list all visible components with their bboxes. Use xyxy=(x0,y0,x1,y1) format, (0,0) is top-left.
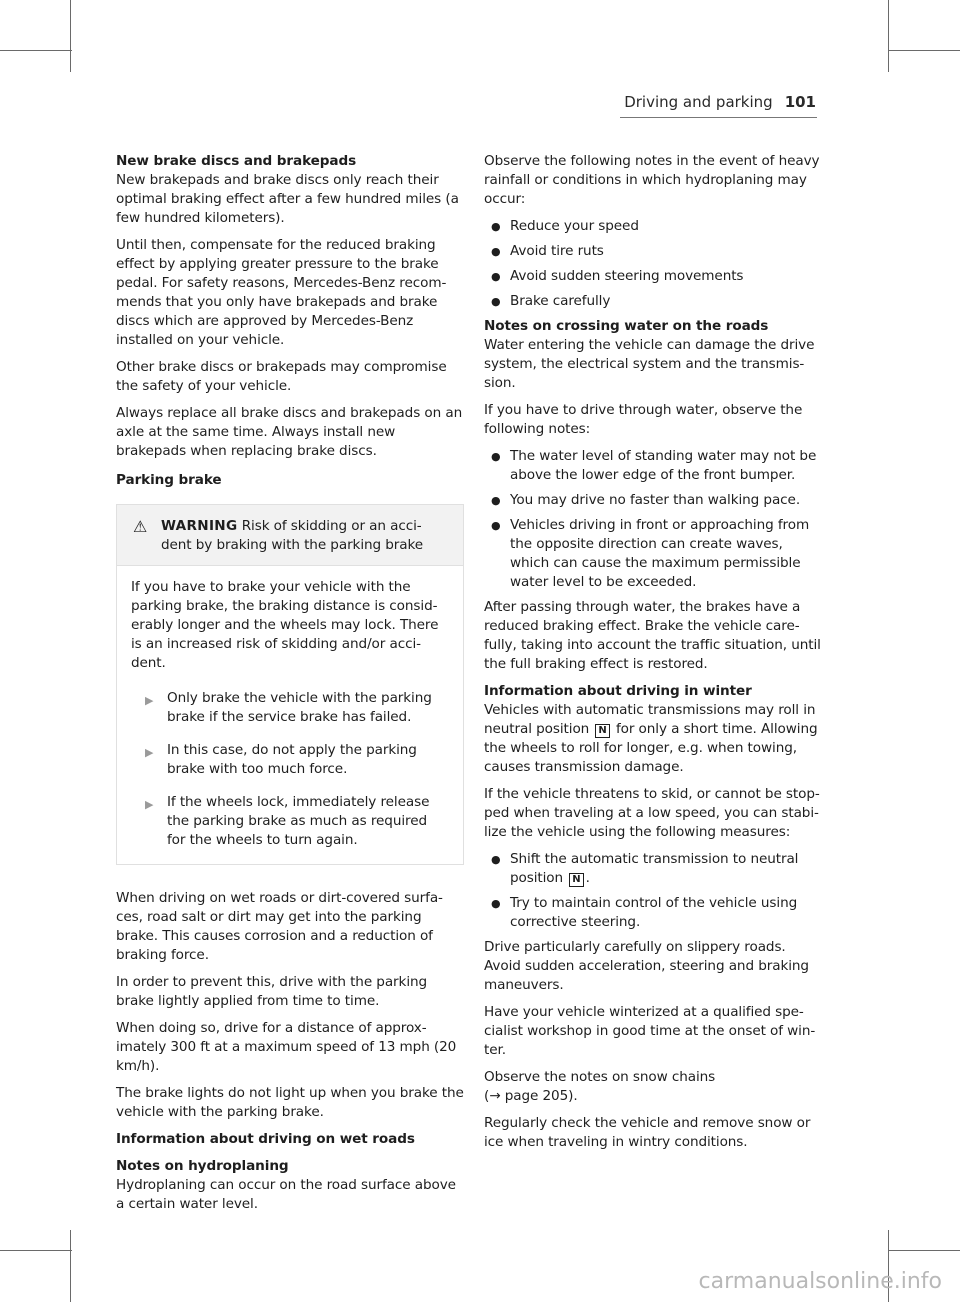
winter-text: Regularly check the vehicle and remove snow or ice when traveling in wintry conditions. xyxy=(484,1115,811,1150)
list-item: ● Avoid tire ruts xyxy=(491,243,604,259)
heavy-rain-intro: Observe the following notes in the event of heavy rainfall or conditions in which hydroplaning may occur: xyxy=(484,153,820,207)
list-item: ● Brake carefully xyxy=(491,293,611,309)
parking-brake-text: In order to prevent this, drive with the parking brake lightly applied from time to time. xyxy=(116,974,428,1009)
crop-mark xyxy=(70,1230,71,1302)
crop-mark xyxy=(888,50,960,51)
winter-text: Have your vehicle winterized at a qualified spe-cialist workshop in good time at the onset of win-ter. xyxy=(484,1004,816,1058)
list-item: ● Shift the automatic transmission to neutral position N . xyxy=(491,851,799,886)
neutral-gear-icon: N xyxy=(595,724,609,738)
page-number: 101 xyxy=(784,93,816,111)
bullet-icon: ● xyxy=(491,295,501,308)
bullet-icon: ● xyxy=(491,853,501,866)
bullet-icon: ● xyxy=(491,450,501,463)
warning-body xyxy=(117,565,463,864)
water-crossing-text: Water entering the vehicle can damage the drive system, the electrical system and the transmis-sion. xyxy=(484,337,815,391)
warning-step xyxy=(131,793,449,850)
winter-list xyxy=(484,850,824,932)
warning-header xyxy=(117,505,463,565)
hydroplaning-text: Hydroplaning can occur on the road surface above a certain water level. xyxy=(116,1177,456,1212)
winter-text: Vehicles with automatic transmissions may roll in neutral position N for only a short time. Allowing the wheels to roll for longer, e.g. when towing, causes transmission damage. xyxy=(484,702,818,775)
water-crossing-list xyxy=(484,447,824,592)
list-item: ● Avoid sudden steering movements xyxy=(491,268,744,284)
warning-step-text: Only brake the vehicle with the parking brake if the service brake has failed. xyxy=(167,690,432,725)
right-column xyxy=(484,152,824,1160)
crop-mark xyxy=(0,1250,72,1251)
list-item: ● Reduce your speed xyxy=(491,218,639,234)
watermark: carmanualsonline.info xyxy=(698,1269,942,1294)
warning-step-text: If the wheels lock, immediately release the parking brake as much as required for the wheels to turn again. xyxy=(167,794,430,848)
bullet-icon: ● xyxy=(491,519,501,532)
crop-mark xyxy=(0,50,72,51)
step-arrow-icon: ▶ xyxy=(145,746,154,759)
bullet-icon: ● xyxy=(491,897,501,910)
parking-brake-heading: Parking brake xyxy=(116,472,222,488)
step-arrow-icon: ▶ xyxy=(145,694,154,707)
winter-text: Drive particularly carefully on slippery roads. Avoid sudden acceleration, steering and braking maneuvers. xyxy=(484,939,809,993)
water-crossing-text: After passing through water, the brakes have a reduced braking effect. Brake the vehicle care-fully, taking into account the traffic situation, until the full braking effect is restored. xyxy=(484,599,821,672)
list-item: ● Try to maintain control of the vehicle using corrective steering. xyxy=(491,895,798,930)
brake-discs-text: Until then, compensate for the reduced braking effect by applying greater pressure to the brake pedal. For safety reasons, Mercedes-Benz recom-mends that you only have brakepads and brake discs which are approved by Mercedes-Benz installed on your vehicle. xyxy=(116,237,447,348)
section-title: Driving and parking xyxy=(624,93,773,111)
warning-step xyxy=(131,689,449,727)
brake-discs-heading: New brake discs and brakepads xyxy=(116,153,357,169)
bullet-icon: ● xyxy=(491,245,501,258)
winter-text: Observe the notes on snow chains (→ page 205). xyxy=(484,1069,716,1104)
page-reference-link[interactable]: (→ page 205). xyxy=(484,1088,578,1104)
warning-text: If you have to brake your vehicle with the parking brake, the braking distance is consid-erably longer and the wheels may lock. There is an increased risk of skidding and/or acci-dent. xyxy=(131,579,439,671)
brake-discs-text: Always replace all brake discs and brakepads on an axle at the same time. Always install new brakepads when replacing brake discs. xyxy=(116,405,463,459)
left-column xyxy=(116,152,464,1222)
bullet-icon: ● xyxy=(491,494,501,507)
bullet-icon: ● xyxy=(491,270,501,283)
crop-mark xyxy=(70,0,71,72)
running-header xyxy=(624,93,816,111)
hydroplaning-heading: Notes on hydroplaning xyxy=(116,1158,289,1174)
crop-mark xyxy=(888,0,889,72)
list-item: ● Vehicles driving in front or approaching from the opposite direction can create waves, which can cause the maximum permissible water level to be exceeded. xyxy=(491,517,810,590)
parking-brake-text: When driving on wet roads or dirt-covered surfa-ces, road salt or dirt may get into the parking brake. This causes corrosion and a reduction of braking force. xyxy=(116,890,443,963)
winter-text: If the vehicle threatens to skid, or cannot be stop-ped when traveling at a low speed, you can stabi-lize the vehicle using the following measures: xyxy=(484,786,820,840)
winter-heading: Information about driving in winter xyxy=(484,683,752,699)
brake-discs-text: New brakepads and brake discs only reach their optimal braking effect after a few hundred miles (a few hundred kilometers). xyxy=(116,172,459,226)
warning-box xyxy=(116,504,464,865)
header-rule xyxy=(620,117,817,118)
brake-discs-text: Other brake discs or brakepads may compromise the safety of your vehicle. xyxy=(116,359,447,394)
crop-mark xyxy=(888,1250,960,1251)
water-crossing-text: If you have to drive through water, observe the following notes: xyxy=(484,402,803,437)
warning-triangle-icon: ⚠ xyxy=(133,517,148,536)
wet-roads-heading: Information about driving on wet roads xyxy=(116,1131,415,1147)
warning-title: Risk of skidding or an acci-dent by braking with the parking brake xyxy=(161,518,424,553)
heavy-rain-list xyxy=(484,217,824,311)
warning-step-text: In this case, do not apply the parking brake with too much force. xyxy=(167,742,417,777)
bullet-icon: ● xyxy=(491,220,501,233)
warning-step xyxy=(131,741,449,779)
parking-brake-text: When doing so, drive for a distance of approx-imately 300 ft at a maximum speed of 13 mph (20 km/h). xyxy=(116,1020,457,1074)
step-arrow-icon: ▶ xyxy=(145,798,154,811)
parking-brake-text: The brake lights do not light up when you brake the vehicle with the parking brake. xyxy=(116,1085,464,1120)
list-item: ● You may drive no faster than walking pace. xyxy=(491,492,801,508)
water-crossing-heading: Notes on crossing water on the roads xyxy=(484,318,769,334)
neutral-gear-icon: N xyxy=(569,873,583,887)
warning-label: WARNING xyxy=(161,518,238,534)
list-item: ● The water level of standing water may not be above the lower edge of the front bumper. xyxy=(491,448,817,483)
